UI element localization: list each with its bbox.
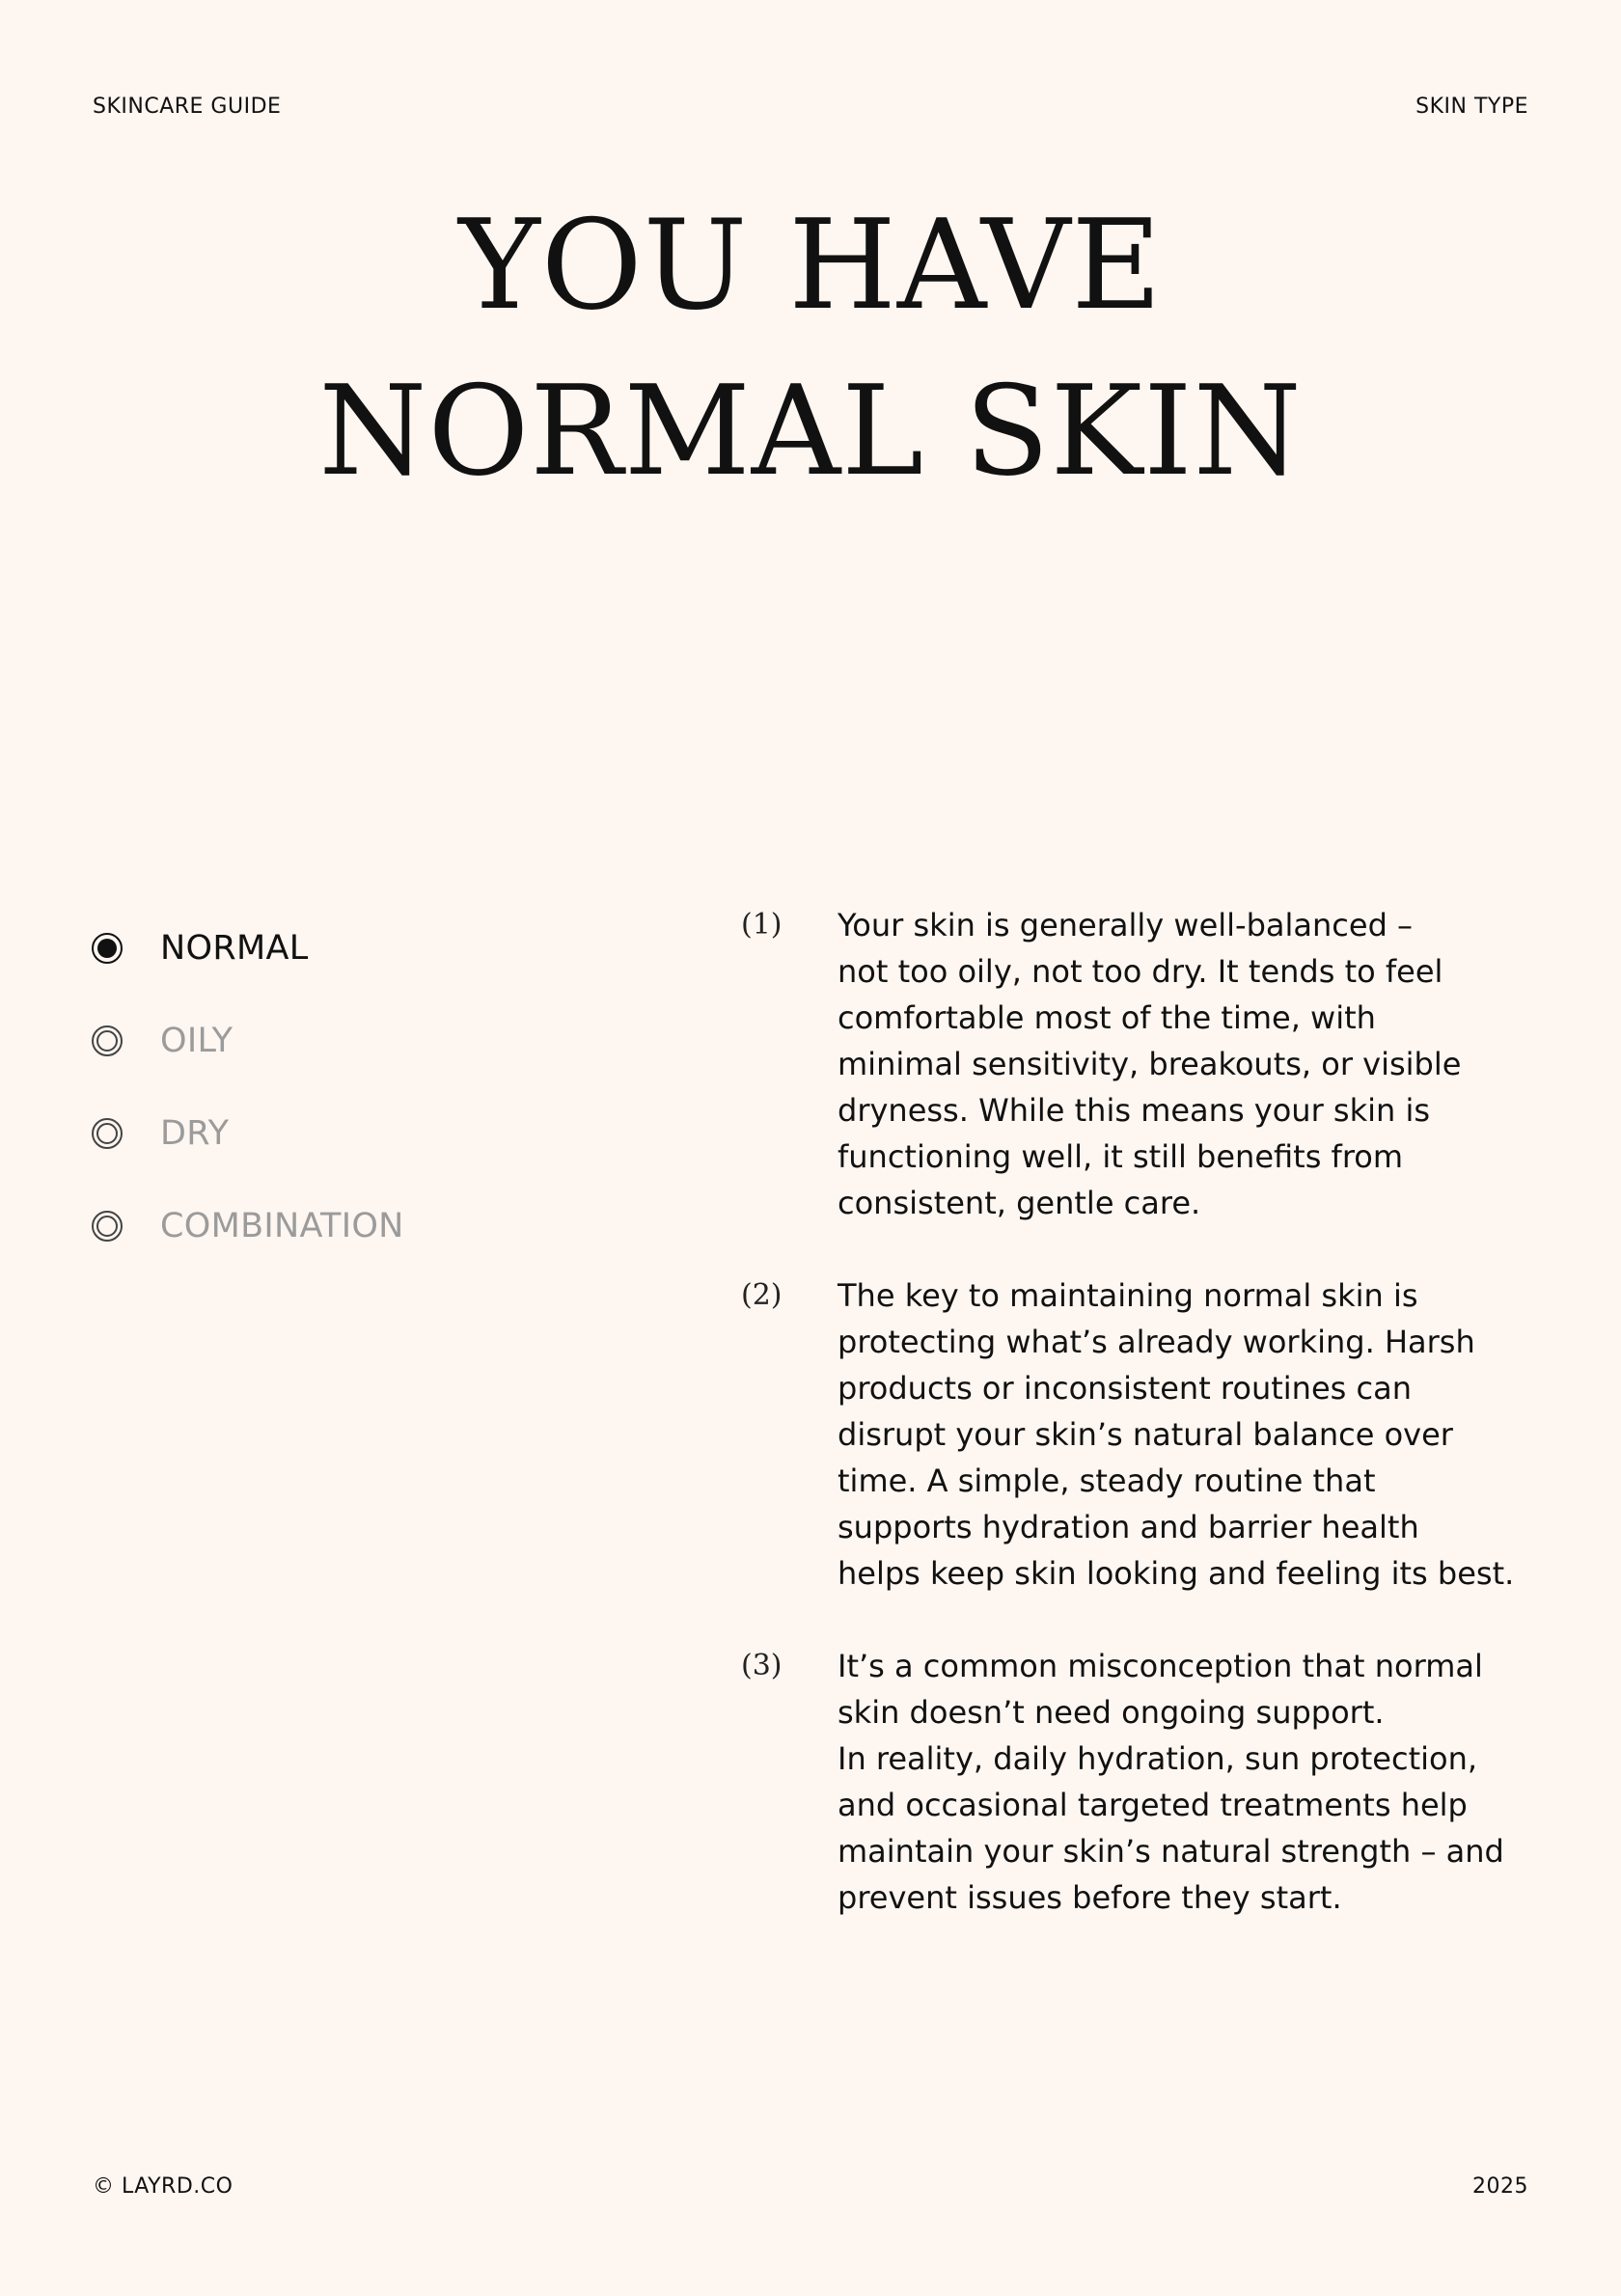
point-line: protecting what’s already working. Harsh [838,1324,1475,1360]
point-line: not too oily, not too dry. It tends to feel [838,953,1443,990]
point-number: (1) [741,908,783,942]
section-label: SKIN TYPE [1415,95,1528,119]
info-points [741,902,1532,1967]
point-line: maintain your skin’s natural strength – and [838,1833,1504,1870]
point-line: dryness. While this means your skin is [838,1092,1431,1129]
point-line: skin doesn’t need ongoing support. [838,1694,1385,1731]
radio-unselected-icon[interactable] [91,1025,124,1057]
point-line: consistent, gentle care. [838,1185,1201,1221]
title-line-2: NORMAL SKIN [318,360,1303,504]
point-line: supports hydration and barrier health [838,1509,1419,1545]
option-label: COMBINATION [160,1207,404,1245]
option-normal[interactable] [91,902,631,995]
point-line: prevent issues before they start. [838,1879,1342,1916]
info-point-2 [741,1272,1532,1597]
copyright: © LAYRD.CO [93,2174,234,2199]
point-number: (2) [741,1278,783,1312]
point-line: minimal sensitivity, breakouts, or visible [838,1046,1462,1082]
option-label: NORMAL [160,929,309,968]
point-line: comfortable most of the time, with [838,999,1376,1036]
radio-unselected-icon[interactable] [91,1210,124,1243]
point-text [838,1272,1532,1597]
point-number: (3) [741,1649,783,1682]
point-line: disrupt your skin’s natural balance over [838,1416,1453,1453]
info-point-1 [741,902,1532,1226]
year: 2025 [1472,2174,1528,2199]
radio-selected-icon[interactable] [91,932,124,965]
point-line: time. A simple, steady routine that [838,1462,1376,1499]
option-label: OILY [160,1022,234,1060]
point-line: helps keep skin looking and feeling its best. [838,1555,1515,1592]
point-line: and occasional targeted treatments help [838,1787,1468,1823]
guide-label: SKINCARE GUIDE [93,95,282,119]
option-oily[interactable] [91,995,631,1087]
skin-type-options [91,902,631,1272]
title-line-1: YOU HAVE [458,194,1163,338]
option-combination[interactable] [91,1180,631,1272]
option-dry[interactable] [91,1087,631,1180]
page-title [0,183,1621,515]
point-line: products or inconsistent routines can [838,1370,1412,1407]
point-line: Your skin is generally well-balanced – [838,907,1414,943]
point-text [838,1643,1532,1921]
radio-unselected-icon[interactable] [91,1117,124,1150]
point-line: The key to maintaining normal skin is [838,1277,1418,1314]
point-text [838,902,1532,1226]
point-line: It’s a common misconception that normal [838,1648,1483,1684]
info-point-3 [741,1643,1532,1921]
option-label: DRY [160,1114,230,1153]
point-line: functioning well, it still benefits from [838,1138,1404,1175]
point-line: In reality, daily hydration, sun protection, [838,1740,1478,1777]
